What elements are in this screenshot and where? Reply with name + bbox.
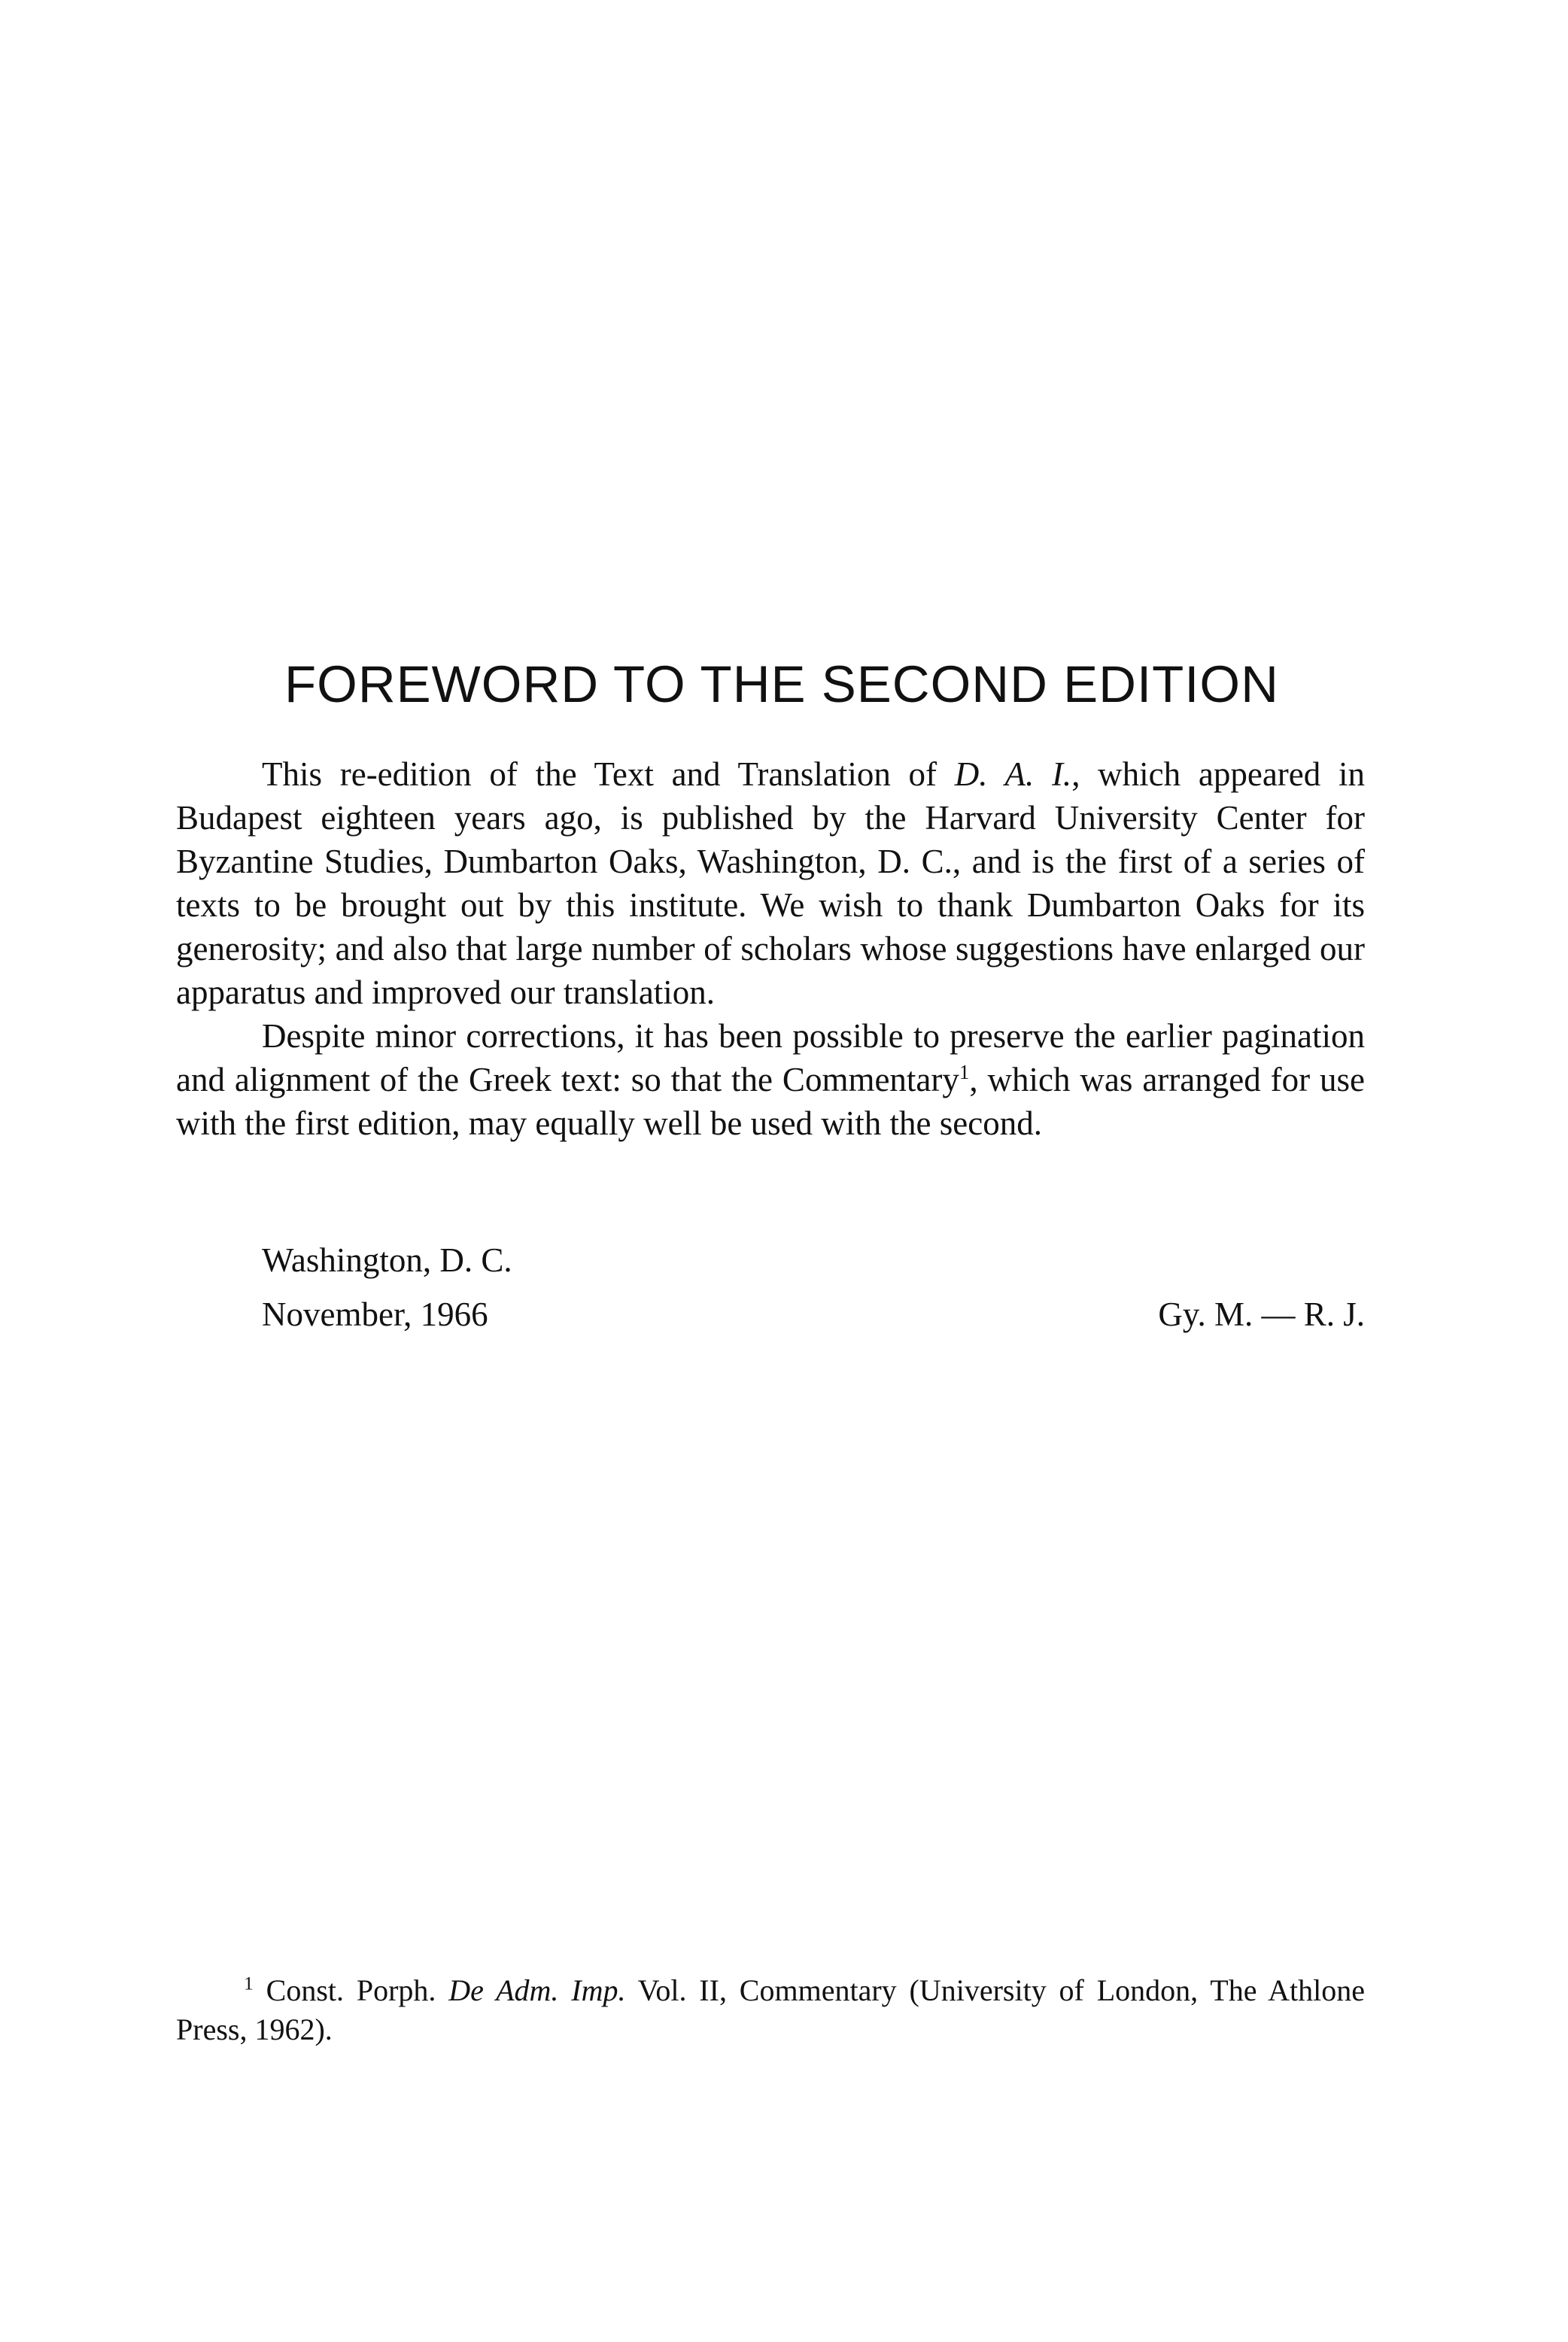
page-title: FOREWORD TO THE SECOND EDITION <box>284 655 1279 713</box>
paragraph-2 <box>176 1014 1365 1145</box>
footnote <box>176 1971 1365 2049</box>
footnote-reference: 1 <box>959 1061 970 1083</box>
paragraph-2-text-b: , which was arranged for use with the first edition, may equally well be used with the second. <box>176 1061 1365 1142</box>
signature-date-line <box>262 1293 1365 1336</box>
paragraph-1-text-a: This re-edition of the Text and Translation of <box>262 755 955 793</box>
paragraph-1-text-b: , which appeared in Budapest eighteen years ago, is published by the Harvard University Center for Byzantine Studies, Dumbarton Oaks, Washington, D. C., and is the first of a series of texts to be brought out by this institute. We wish to thank Dumbarton Oaks for its generosity; and also that large number of scholars whose suggestions have enlarged our apparatus and improved our translation. <box>176 755 1365 1011</box>
foreword-body <box>176 752 1365 1145</box>
work-abbreviation: D. A. I. <box>954 755 1072 793</box>
paragraph-1 <box>176 752 1365 1014</box>
footnote-work-title: De Adm. Imp. <box>448 1973 626 2007</box>
signature-date: November, 1966 <box>262 1296 488 1333</box>
signature-place: Washington, D. C. <box>262 1241 512 1279</box>
footnote-mark: 1 <box>244 1972 254 1994</box>
footnote-text-a: Const. Porph. <box>253 1973 449 2007</box>
paragraph-2-text-a: Despite minor corrections, it has been possible to preserve the earlier pagination and alignment of the Greek text: so that the Commentary <box>176 1017 1365 1098</box>
signature-initials: Gy. M. — R. J. <box>1158 1296 1365 1333</box>
footnote-text-b: Vol. II, Commentary (University of London, The Athlone Press, 1962). <box>176 1973 1365 2046</box>
